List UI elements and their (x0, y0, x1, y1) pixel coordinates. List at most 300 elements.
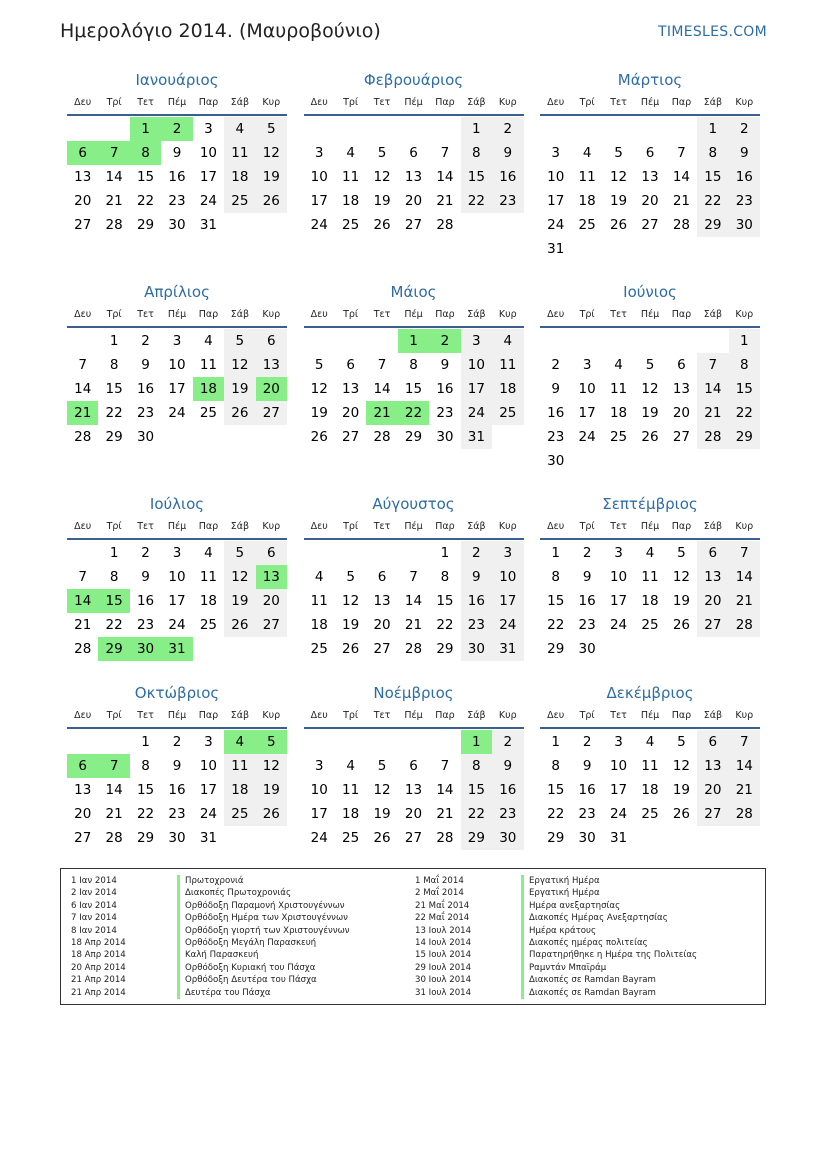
weekday-label: Τρί (579, 710, 595, 721)
holiday-day-cell: 2 (429, 329, 460, 353)
day-cell: 25 (342, 830, 360, 846)
day-cell: 13 (74, 782, 92, 798)
holiday-day-cell: 1 (130, 117, 161, 141)
day-cell: 11 (578, 169, 596, 185)
day-cell: 13 (697, 754, 728, 778)
day-cell: 3 (204, 121, 213, 137)
day-cell: 5 (614, 145, 623, 161)
day-cell: 15 (697, 165, 728, 189)
day-cell: 29 (461, 826, 492, 850)
day-cell: 18 (641, 782, 659, 798)
day-cell: 17 (310, 806, 328, 822)
holiday-day-cell: 13 (256, 565, 287, 589)
weekday-label: Δευ (74, 710, 92, 721)
weekday-label: Κυρ (262, 521, 281, 532)
day-cell: 10 (199, 758, 218, 774)
day-cell: 24 (168, 617, 186, 633)
day-cell: 5 (377, 145, 387, 161)
day-cell: 16 (578, 593, 596, 609)
day-cell: 8 (141, 758, 150, 774)
empty-cell (697, 329, 728, 353)
weekday-label: Πέμ (167, 97, 187, 108)
weekday-label: Τετ (373, 309, 391, 320)
day-cell: 19 (310, 405, 328, 421)
legend-holiday-name: Καλή Παρασκευή (177, 949, 258, 961)
weekday-label: Πέμ (167, 710, 187, 721)
day-cell: 28 (404, 641, 423, 657)
day-cell: 8 (461, 141, 492, 165)
day-cell: 22 (136, 806, 155, 822)
legend-date: 21 Μαΐ 2014 (415, 900, 470, 911)
day-cell: 21 (672, 193, 691, 209)
day-cell: 3 (492, 541, 523, 565)
day-cell: 11 (609, 381, 628, 397)
month-title: Φεβρουάριος (363, 71, 464, 89)
day-cell: 7 (78, 357, 87, 373)
weekday-label: Πέμ (404, 710, 423, 721)
empty-cell (98, 730, 129, 754)
day-cell: 9 (141, 569, 150, 585)
day-cell: 9 (492, 141, 523, 165)
weekday-label: Τετ (137, 97, 154, 108)
day-cell: 20 (404, 806, 423, 822)
weekday-label: Τετ (610, 309, 627, 320)
day-cell: 1 (440, 545, 450, 561)
day-cell: 27 (404, 830, 423, 846)
holiday-day-cell: 5 (256, 730, 287, 754)
empty-cell (304, 117, 335, 141)
legend-date: 18 Απρ 2014 (71, 950, 126, 961)
legend-date: 21 Απρ 2014 (71, 987, 126, 998)
day-cell: 28 (373, 429, 391, 445)
month-1 (67, 70, 287, 261)
weekday-label: Τετ (373, 710, 391, 721)
day-cell: 21 (729, 778, 760, 802)
legend-row (71, 974, 350, 986)
legend-date: 15 Ιουλ 2014 (415, 950, 472, 961)
weekday-label: Τρί (106, 710, 122, 721)
legend-row (415, 949, 697, 961)
legend-date: 2 Μαΐ 2014 (415, 888, 464, 899)
month-10 (67, 683, 287, 850)
day-cell: 8 (409, 357, 418, 373)
day-cell: 28 (436, 830, 454, 846)
day-cell: 31 (609, 830, 628, 846)
weekday-label: Σάβ (703, 309, 723, 320)
day-cell: 1 (109, 545, 119, 561)
day-grid (540, 541, 760, 661)
legend-row (415, 937, 697, 949)
day-cell: 3 (204, 734, 213, 750)
day-cell: 30 (729, 213, 760, 237)
day-cell: 11 (641, 569, 659, 585)
month-title: Ιούνιος (623, 283, 677, 301)
day-cell: 5 (677, 545, 686, 561)
legend-row (71, 875, 350, 887)
day-cell: 30 (436, 429, 454, 445)
day-cell: 15 (547, 593, 565, 609)
day-cell: 11 (199, 357, 218, 373)
day-cell: 20 (697, 778, 728, 802)
day-cell: 5 (377, 758, 387, 774)
month-title: Μάιος (390, 283, 437, 301)
day-cell: 8 (697, 141, 728, 165)
weekday-header (304, 705, 524, 729)
legend-holiday-name: Ραμντάν Μπαϊράμ (521, 962, 606, 974)
day-cell: 26 (609, 217, 628, 233)
day-cell: 25 (199, 617, 218, 633)
day-cell: 27 (641, 217, 659, 233)
day-cell: 20 (74, 193, 92, 209)
day-cell: 28 (436, 217, 454, 233)
weekday-label: Δευ (310, 521, 328, 532)
day-cell: 24 (310, 830, 328, 846)
day-cell: 20 (342, 405, 360, 421)
day-cell: 30 (136, 429, 155, 445)
day-cell: 18 (342, 193, 360, 209)
legend-date: 31 Ιουλ 2014 (415, 987, 472, 998)
day-cell: 23 (436, 405, 454, 421)
legend-holiday-name: Ορθόδοξη Δευτέρα του Πάσχα (177, 974, 317, 986)
day-cell: 11 (224, 754, 255, 778)
day-cell: 14 (672, 169, 691, 185)
day-cell: 19 (609, 193, 628, 209)
day-cell: 7 (729, 541, 760, 565)
day-cell: 29 (547, 641, 565, 657)
day-cell: 31 (461, 425, 492, 449)
weekday-label: Κυρ (262, 710, 281, 721)
day-cell: 10 (310, 782, 328, 798)
day-cell: 7 (677, 145, 686, 161)
day-cell: 15 (136, 782, 155, 798)
empty-cell (603, 329, 634, 353)
day-cell: 17 (578, 405, 596, 421)
day-cell: 23 (578, 617, 596, 633)
holiday-day-cell: 22 (398, 401, 429, 425)
day-cell: 9 (461, 565, 492, 589)
month-title: Ιούλιος (149, 495, 205, 513)
weekday-label: Τρί (343, 521, 359, 532)
day-cell: 6 (409, 758, 418, 774)
weekday-label: Δευ (310, 309, 328, 320)
brand-link[interactable]: TIMESLES.COM (658, 24, 767, 40)
day-cell: 20 (641, 193, 659, 209)
day-cell: 6 (409, 145, 418, 161)
day-cell: 22 (105, 617, 123, 633)
day-cell: 24 (609, 617, 628, 633)
day-cell: 22 (461, 189, 492, 213)
weekday-label: Δευ (74, 309, 92, 320)
day-cell: 9 (172, 145, 182, 161)
day-cell: 15 (461, 165, 492, 189)
day-cell: 20 (256, 589, 287, 613)
day-cell: 3 (172, 545, 182, 561)
day-cell: 4 (314, 569, 324, 585)
empty-cell (366, 117, 397, 141)
day-cell: 26 (641, 429, 659, 445)
holiday-day-cell: 6 (67, 141, 98, 165)
legend-holiday-name: Διακοπές ημέρας πολιτείας (521, 937, 648, 949)
legend-date: 14 Ιουλ 2014 (415, 937, 472, 948)
weekday-label: Δευ (74, 521, 92, 532)
weekday-label: Σάβ (230, 521, 250, 532)
day-cell: 27 (74, 830, 92, 846)
weekday-label: Δευ (310, 710, 328, 721)
day-cell: 11 (492, 353, 523, 377)
legend-row (71, 949, 350, 961)
day-cell: 30 (168, 217, 186, 233)
day-cell: 14 (373, 381, 391, 397)
day-cell: 23 (547, 429, 565, 445)
day-cell: 19 (672, 782, 691, 798)
weekday-header (540, 516, 760, 540)
day-cell: 9 (551, 381, 560, 397)
holiday-legend (60, 868, 766, 1005)
day-cell: 7 (409, 569, 418, 585)
empty-cell (366, 329, 397, 353)
empty-cell (429, 117, 460, 141)
day-cell: 17 (461, 377, 492, 401)
empty-cell (571, 329, 602, 353)
day-cell: 21 (105, 193, 123, 209)
day-cell: 6 (377, 569, 387, 585)
empty-cell (335, 730, 366, 754)
day-cell: 12 (373, 782, 391, 798)
day-cell: 26 (342, 641, 360, 657)
day-cell: 11 (641, 758, 659, 774)
day-cell: 29 (729, 425, 760, 449)
day-cell: 7 (697, 353, 728, 377)
day-grid (67, 541, 287, 661)
day-cell: 8 (109, 357, 119, 373)
day-cell: 4 (645, 545, 655, 561)
weekday-label: Δευ (310, 97, 328, 108)
day-cell: 1 (551, 545, 560, 561)
day-cell: 1 (729, 329, 760, 353)
day-grid (540, 329, 760, 473)
weekday-label: Τρί (343, 710, 359, 721)
day-cell: 4 (582, 145, 592, 161)
day-cell: 5 (677, 734, 686, 750)
weekday-header (67, 92, 287, 116)
day-cell: 13 (697, 565, 728, 589)
weekday-label: Σάβ (467, 309, 486, 320)
month-title: Αύγουστος (372, 495, 455, 513)
month-9 (540, 494, 760, 661)
day-cell: 28 (697, 425, 728, 449)
month-title: Απρίλιος (144, 283, 210, 301)
empty-cell (571, 117, 602, 141)
day-cell: 25 (224, 802, 255, 826)
day-cell: 18 (199, 593, 218, 609)
legend-date: 7 Ιαν 2014 (71, 913, 117, 924)
day-cell: 1 (461, 117, 492, 141)
day-cell: 16 (578, 782, 596, 798)
holiday-day-cell: 2 (161, 117, 192, 141)
day-cell: 16 (547, 405, 565, 421)
day-cell: 3 (314, 758, 324, 774)
day-cell: 6 (346, 357, 355, 373)
day-cell: 4 (492, 329, 523, 353)
day-cell: 15 (404, 381, 423, 397)
day-cell: 25 (609, 429, 628, 445)
legend-row (415, 887, 697, 899)
empty-cell (634, 117, 665, 141)
day-cell: 14 (74, 381, 92, 397)
day-cell: 26 (672, 806, 691, 822)
legend-holiday-name: Ορθόδοξη Κυριακή του Πάσχα (177, 962, 315, 974)
day-cell: 12 (641, 381, 659, 397)
day-cell: 17 (492, 589, 523, 613)
day-cell: 1 (109, 333, 119, 349)
holiday-day-cell: 1 (398, 329, 429, 353)
weekday-label: Σάβ (703, 710, 723, 721)
day-cell: 11 (199, 569, 218, 585)
empty-cell (335, 329, 366, 353)
day-cell: 23 (168, 193, 186, 209)
weekday-label: Τρί (343, 97, 359, 108)
day-cell: 24 (547, 217, 565, 233)
day-cell: 21 (697, 401, 728, 425)
day-cell: 3 (614, 734, 623, 750)
month-3 (540, 70, 760, 261)
legend-row (71, 962, 350, 974)
day-cell: 19 (641, 405, 659, 421)
weekday-label: Δευ (547, 710, 565, 721)
day-cell: 26 (373, 217, 391, 233)
day-cell: 3 (614, 545, 623, 561)
day-cell: 20 (672, 405, 691, 421)
day-cell: 3 (461, 329, 492, 353)
day-cell: 21 (436, 806, 454, 822)
day-cell: 17 (609, 593, 628, 609)
legend-row (71, 987, 350, 999)
day-grid (304, 117, 524, 237)
day-cell: 7 (440, 758, 450, 774)
day-cell: 19 (373, 806, 391, 822)
day-cell: 18 (342, 806, 360, 822)
weekday-label: Κυρ (262, 97, 281, 108)
day-cell: 12 (672, 569, 691, 585)
empty-cell (304, 730, 335, 754)
day-cell: 2 (582, 545, 592, 561)
holiday-day-cell: 20 (256, 377, 287, 401)
day-cell: 26 (256, 802, 287, 826)
day-cell: 29 (105, 429, 123, 445)
weekday-label: Πέμ (404, 97, 423, 108)
day-cell: 10 (310, 169, 328, 185)
day-cell: 5 (224, 541, 255, 565)
empty-cell (304, 329, 335, 353)
legend-date: 29 Ιουλ 2014 (415, 962, 472, 973)
day-cell: 26 (256, 189, 287, 213)
legend-holiday-name: Διακοπές Ημέρας Ανεξαρτησίας (521, 912, 668, 924)
day-cell: 28 (105, 830, 123, 846)
day-cell: 10 (609, 758, 628, 774)
page-title: Ημερολόγιο 2014. (Μαυροβούνιο) (60, 20, 381, 42)
weekday-label: Τρί (343, 309, 359, 320)
day-cell: 6 (256, 541, 287, 565)
day-cell: 30 (492, 826, 523, 850)
day-cell: 2 (492, 730, 523, 754)
legend-holiday-name: Πρωτοχρονιά (177, 875, 244, 887)
weekday-label: Σάβ (230, 710, 250, 721)
legend-row (71, 887, 350, 899)
weekday-label: Πέμ (404, 309, 423, 320)
weekday-label: Παρ (435, 97, 455, 108)
month-row (67, 494, 760, 661)
day-cell: 21 (404, 617, 423, 633)
weekday-label: Πέμ (640, 309, 660, 320)
legend-row (415, 912, 697, 924)
day-grid (304, 730, 524, 850)
day-cell: 25 (199, 405, 218, 421)
day-cell: 22 (729, 401, 760, 425)
empty-cell (666, 117, 697, 141)
legend-date: 1 Μαΐ 2014 (415, 876, 464, 886)
weekday-label: Παρ (435, 521, 455, 532)
day-grid (67, 329, 287, 449)
day-cell: 22 (136, 193, 155, 209)
day-cell: 24 (310, 217, 328, 233)
holiday-day-cell: 29 (98, 637, 129, 661)
day-cell: 2 (492, 117, 523, 141)
empty-cell (335, 541, 366, 565)
day-cell: 14 (697, 377, 728, 401)
day-cell: 14 (729, 754, 760, 778)
legend-date: 1 Ιαν 2014 (71, 876, 117, 886)
legend-holiday-name: Διακοπές Πρωτοχρονιάς (177, 887, 291, 899)
day-cell: 10 (168, 569, 186, 585)
legend-date: 22 Μαΐ 2014 (415, 913, 470, 924)
day-grid (540, 730, 760, 850)
month-8 (304, 494, 524, 661)
day-cell: 17 (168, 593, 186, 609)
empty-cell (366, 541, 397, 565)
day-cell: 13 (404, 169, 423, 185)
day-cell: 31 (199, 830, 218, 846)
day-cell: 5 (224, 329, 255, 353)
day-cell: 29 (547, 830, 565, 846)
weekday-label: Πέμ (167, 521, 187, 532)
legend-column-left (71, 875, 350, 999)
day-cell: 7 (440, 145, 450, 161)
empty-cell (398, 541, 429, 565)
month-6 (540, 282, 760, 473)
legend-holiday-name: Παρατηρήθηκε η Ημέρα της Πολιτείας (521, 949, 697, 961)
weekday-label: Σάβ (230, 309, 250, 320)
weekday-label: Κυρ (735, 521, 754, 532)
legend-date: 13 Ιουλ 2014 (415, 925, 472, 936)
day-cell: 24 (609, 806, 628, 822)
weekday-label: Τρί (579, 97, 595, 108)
day-cell: 20 (373, 617, 391, 633)
day-cell: 24 (199, 193, 218, 209)
day-cell: 21 (74, 617, 92, 633)
weekday-label: Τετ (610, 521, 627, 532)
weekday-label: Τρί (106, 309, 122, 320)
legend-holiday-name: Διακοπές σε Ramdan Bayram (521, 987, 656, 999)
weekday-label: Πέμ (640, 710, 660, 721)
empty-cell (603, 117, 634, 141)
day-cell: 4 (645, 734, 655, 750)
day-cell: 10 (547, 169, 565, 185)
day-cell: 14 (729, 565, 760, 589)
day-cell: 21 (436, 193, 454, 209)
day-cell: 30 (547, 453, 565, 469)
day-cell: 5 (346, 569, 355, 585)
day-cell: 5 (256, 117, 287, 141)
